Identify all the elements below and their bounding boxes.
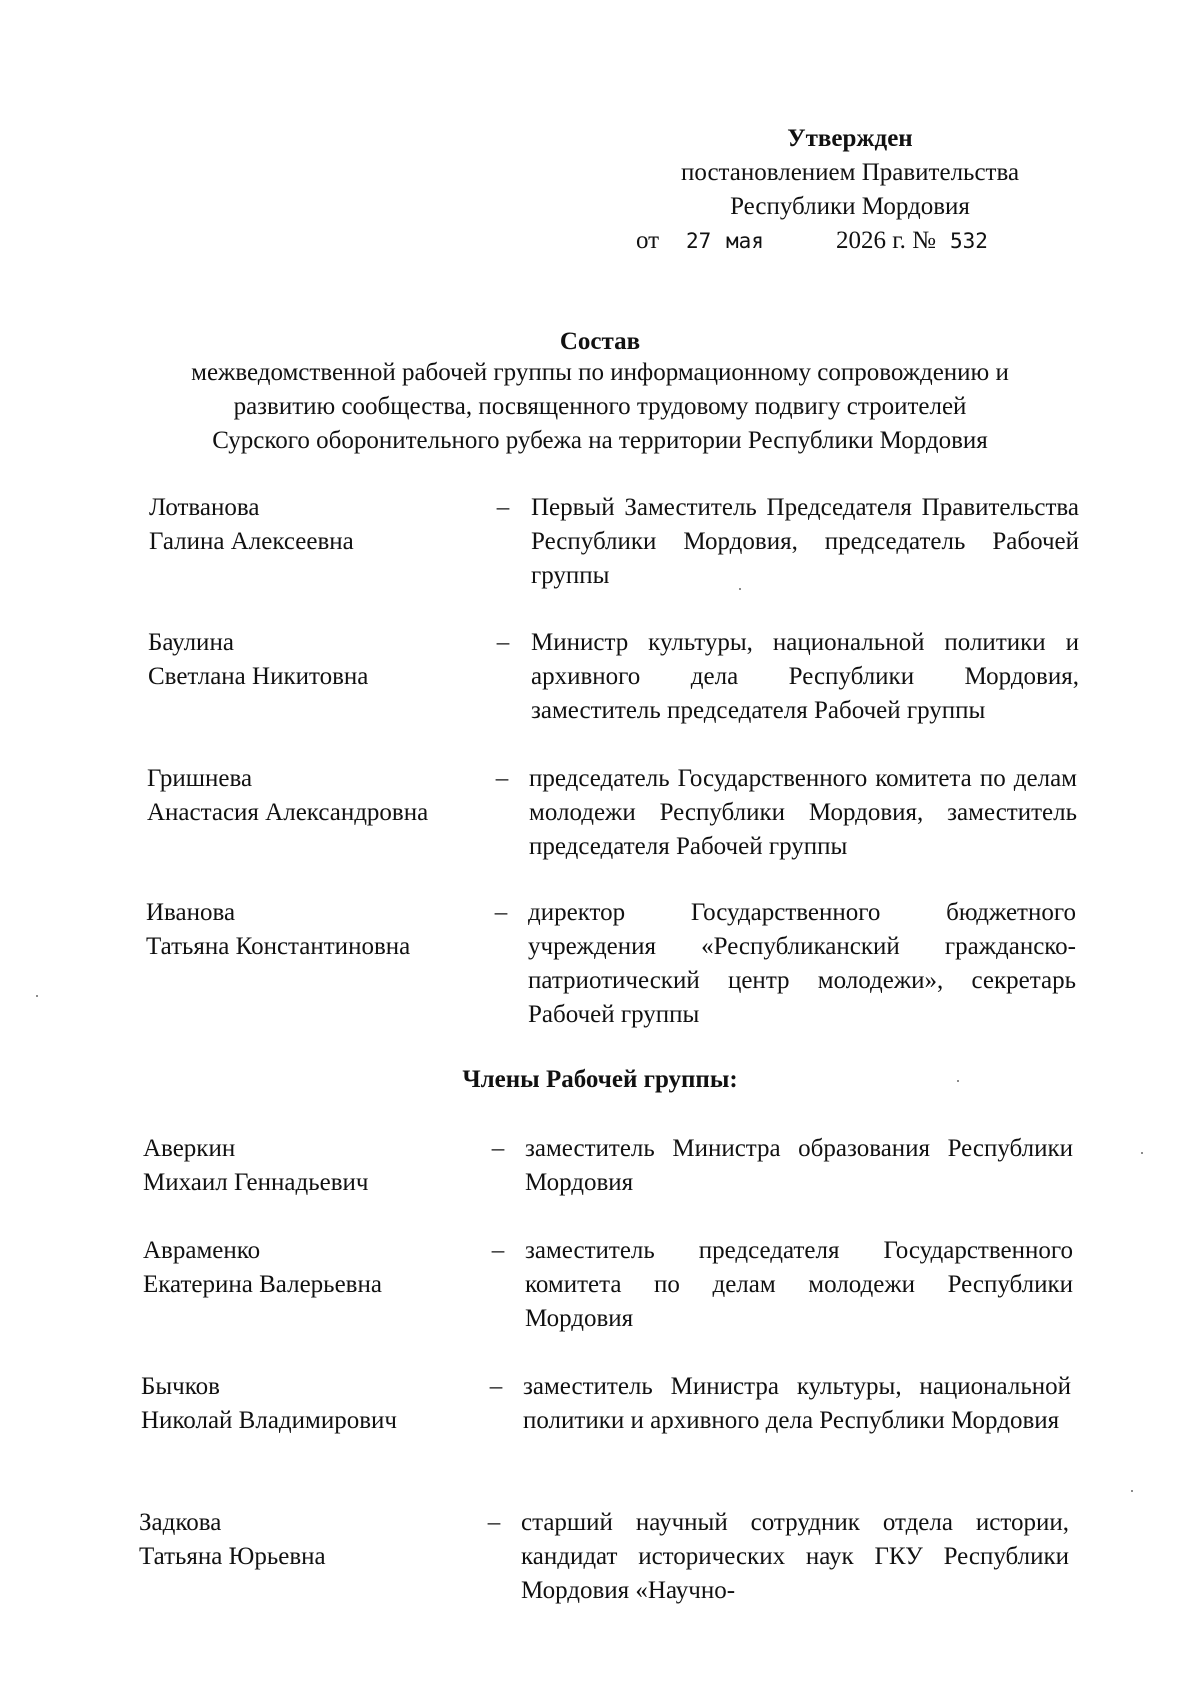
person-role: старший научный сотрудник отдела истории, кандидат исторических наук ГКУ Республики Мордовия «Научно- [521,1509,1069,1604]
person-given-names: Екатерина Валерьевна [143,1271,382,1298]
separator-dash: – [491,1237,505,1264]
approval-stamp [600,122,1100,258]
person-surname: Гришнева [147,765,253,792]
date-prefix: от [636,227,660,254]
person-given-names: Анастасия Александровна [147,799,429,826]
person-role: заместитель Министра образования Республики Мордовия [525,1135,1073,1196]
date-year: 2026 г. № [836,227,937,254]
person-surname: Задкова [139,1509,222,1536]
person-surname: Авраменко [143,1237,261,1264]
date-day: 27 [686,229,712,253]
person-given-names: Татьяна Юрьевна [139,1543,326,1570]
person-name [146,896,476,964]
approval-title: Утвержден [787,125,913,152]
person-given-names: Галина Алексеевна [149,528,354,555]
person-role: Министр культуры, национальной политики и архивного дела Республики Мордовия, заместитель председателя Рабочей группы [531,629,1079,724]
decree-number: 532 [950,229,988,253]
person-role: заместитель Министра культуры, национальной политики и архивного дела Республики Мордовия [523,1373,1071,1434]
separator-dash: – [494,899,508,926]
approval-date-line [600,224,1100,258]
person-role: заместитель председателя Государственного комитета по делам молодежи Республики Мордовия [525,1237,1073,1332]
person-surname: Бычков [141,1373,220,1400]
person-name [147,762,477,830]
person-name [141,1370,471,1438]
approval-line-2: Республики Мордовия [730,193,970,220]
subtitle-line: межведомственной рабочей группы по информационному сопровождению и [191,359,1009,386]
person-name [149,491,479,559]
person-role: Первый Заместитель Председателя Правительства Республики Мордовия, председатель Рабочей группы [531,494,1079,589]
person-surname: Лотванова [149,494,260,521]
person-given-names: Николай Владимирович [141,1407,397,1434]
separator-dash: – [496,494,510,521]
subtitle-line: развитию сообщества, посвященного трудовому подвигу строителей [233,393,967,420]
scan-speck [1141,1152,1143,1154]
person-surname: Иванова [146,899,236,926]
person-surname: Баулина [148,629,234,656]
scan-speck [957,1080,959,1082]
scan-speck [36,995,38,997]
separator-dash: – [491,1135,505,1162]
person-role: председатель Государственного комитета по делам молодежи Республики Мордовия, заместитель председателя Рабочей группы [529,765,1077,860]
separator-dash: – [489,1373,503,1400]
person-role: директор Государственного бюджетного учреждения «Республиканский гражданско-патриотический центр молодежи», секретарь Рабочей группы [528,899,1076,1028]
separator-dash: – [495,765,509,792]
approval-line-1: постановлением Правительства [680,159,1020,186]
scan-speck [739,588,741,590]
subtitle-line: Сурского оборонительного рубежа на территории Республики Мордовия [212,427,988,454]
scan-speck [1131,1490,1133,1492]
person-name [139,1506,469,1574]
person-surname: Аверкин [143,1135,236,1162]
person-name [148,626,478,694]
person-given-names: Михаил Геннадьевич [143,1169,369,1196]
person-given-names: Светлана Никитовна [148,663,369,690]
document-subtitle [100,356,1100,458]
person-given-names: Татьяна Константиновна [146,933,411,960]
date-month: мая [726,229,764,253]
person-name [143,1132,473,1200]
person-name [143,1234,473,1302]
separator-dash: – [487,1509,501,1536]
members-heading: Члены Рабочей группы: [462,1066,738,1093]
document-title: Состав [559,328,641,355]
separator-dash: – [496,629,510,656]
